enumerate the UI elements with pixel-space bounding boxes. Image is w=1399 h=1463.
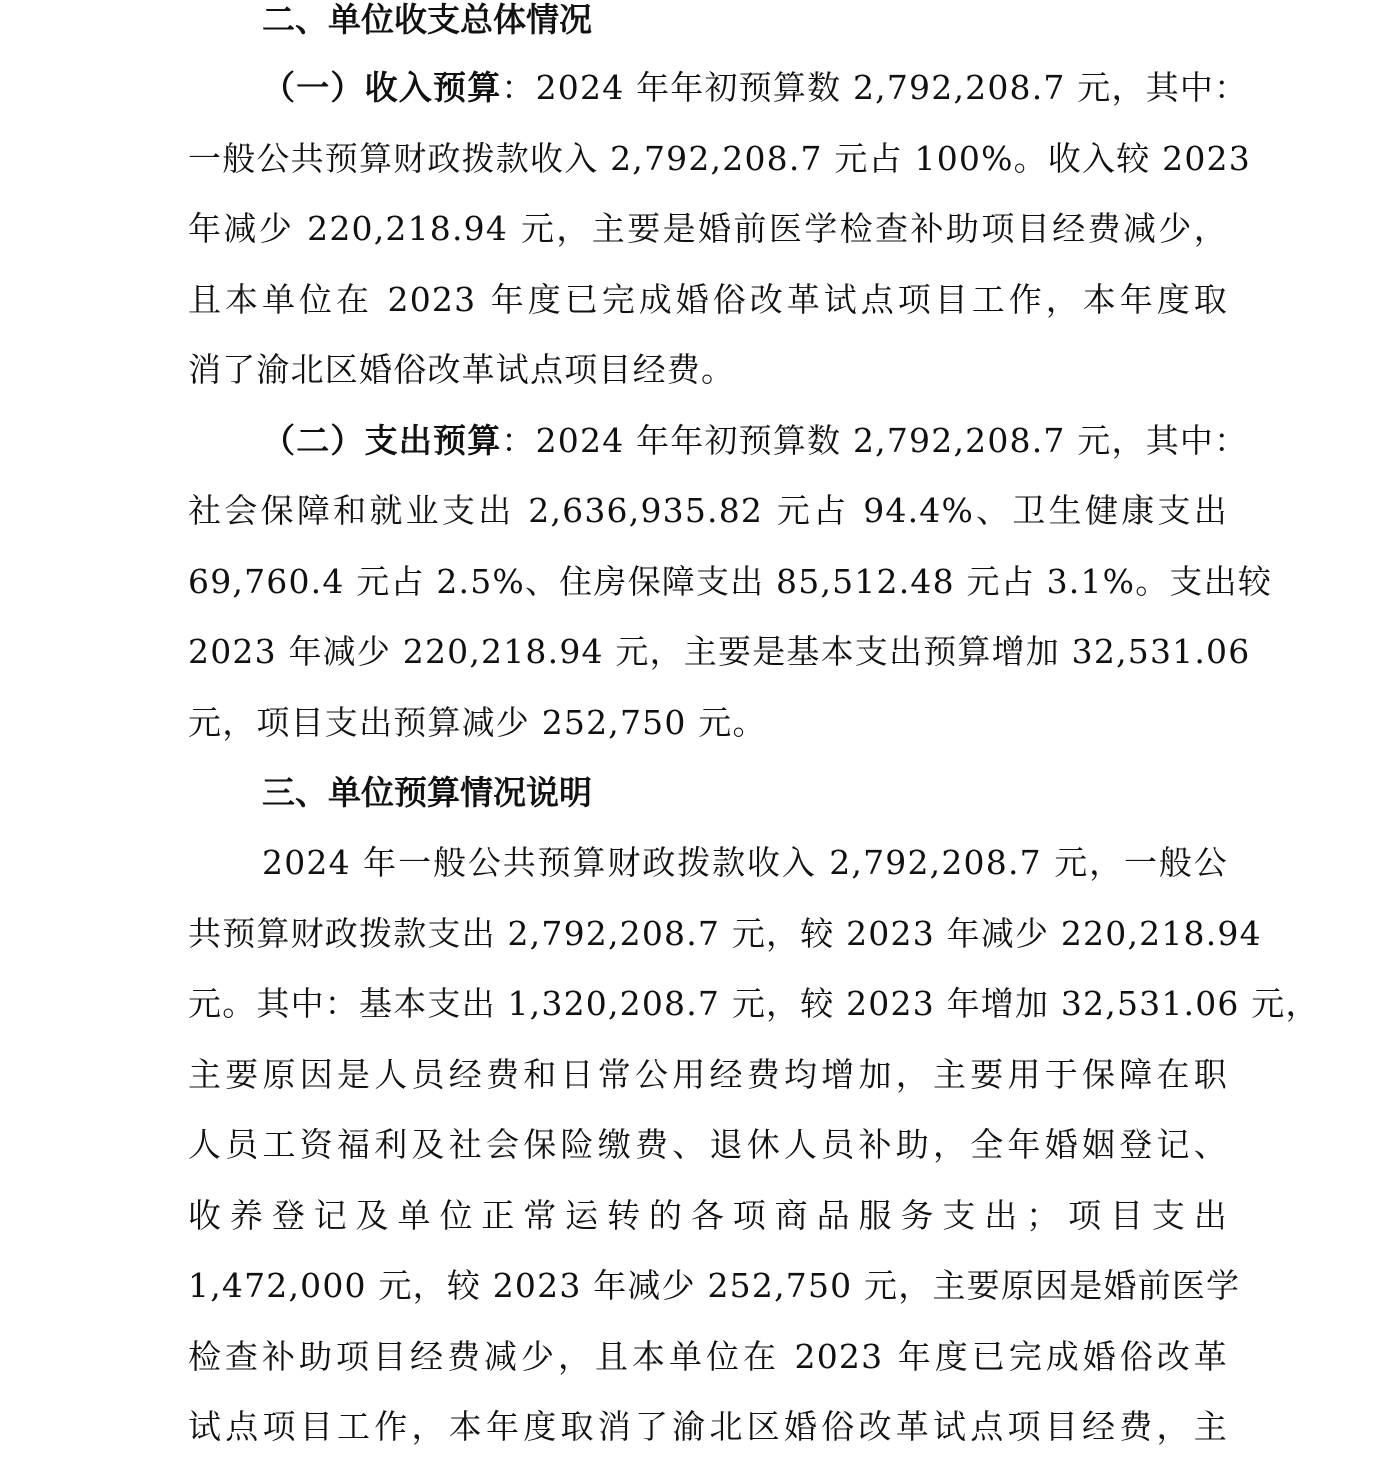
section-3-heading: 三、单位预算情况说明 [262,773,592,812]
budget-explanation-paragraph [188,828,1320,1463]
explanation-line-5: 人员工资福利及社会保险缴费、退休人员补助，全年婚姻登记、 [188,1125,1228,1164]
explanation-line-6: 收养登记及单位正常运转的各项商品服务支出；项目支出 [188,1195,1228,1235]
expenditure-line-3: 69,760.4 元占 2.5%、住房保障支出 85,512.48 元占 3.1%。支出较 [188,561,1273,601]
expenditure-line-5: 元，项目支出预算减少 252,750 元。 [188,702,767,742]
section-2-heading: 二、单位收支总体情况 [262,0,592,39]
explanation-line-7: 1,472,000 元，较 2023 年减少 252,750 元，主要原因是婚前医学 [188,1266,1241,1305]
expenditure-line-2: 社会保障和就业支出 2,636,935.82 元占 94.4%、卫生健康支出 [188,491,1228,530]
expenditure-line-4: 2023 年减少 220,218.94 元，主要是基本支出预算增加 32,531.06 [188,632,1251,671]
expenditure-budget-paragraph [188,406,1273,759]
expenditure-budget-label: （二）支出预算 [262,420,502,460]
explanation-line-2: 共预算财政拨款支出 2,792,208.7 元，较 2023 年减少 220,218.94 [188,913,1262,953]
expenditure-line-1: （二）支出预算：2024 年年初预算数 2,792,208.7 元，其中： [262,420,1249,460]
income-budget-paragraph [188,53,1251,406]
income-budget-label: （一）收入预算 [262,68,502,107]
explanation-line-4: 主要原因是人员经费和日常公用经费均增加，主要用于保障在职 [188,1054,1228,1094]
income-line-2: 一般公共预算财政拨款收入 2,792,208.7 元占 100%。收入较 2023 [188,138,1251,178]
explanation-line-9: 试点项目工作，本年度取消了渝北区婚俗改革试点项目经费，主 [188,1407,1228,1446]
explanation-line-3: 元。其中：基本支出 1,320,208.7 元，较 2023 年增加 32,531.06 元， [188,984,1320,1023]
income-line-1: （一）收入预算：2024 年年初预算数 2,792,208.7 元，其中： [262,68,1249,107]
income-line-5: 消了渝北区婚俗改革试点项目经费。 [188,350,736,389]
document-page [188,0,1320,1463]
explanation-line-8: 检查补助项目经费减少，且本单位在 2023 年度已完成婚俗改革 [188,1336,1228,1376]
income-line-4: 且本单位在 2023 年度已完成婚俗改革试点项目工作，本年度取 [188,279,1228,319]
income-line-3: 年减少 220,218.94 元，主要是婚前医学检查补助项目经费减少， [188,209,1228,248]
explanation-line-1: 2024 年一般公共预算财政拨款收入 2,792,208.7 元，一般公 [262,843,1228,882]
